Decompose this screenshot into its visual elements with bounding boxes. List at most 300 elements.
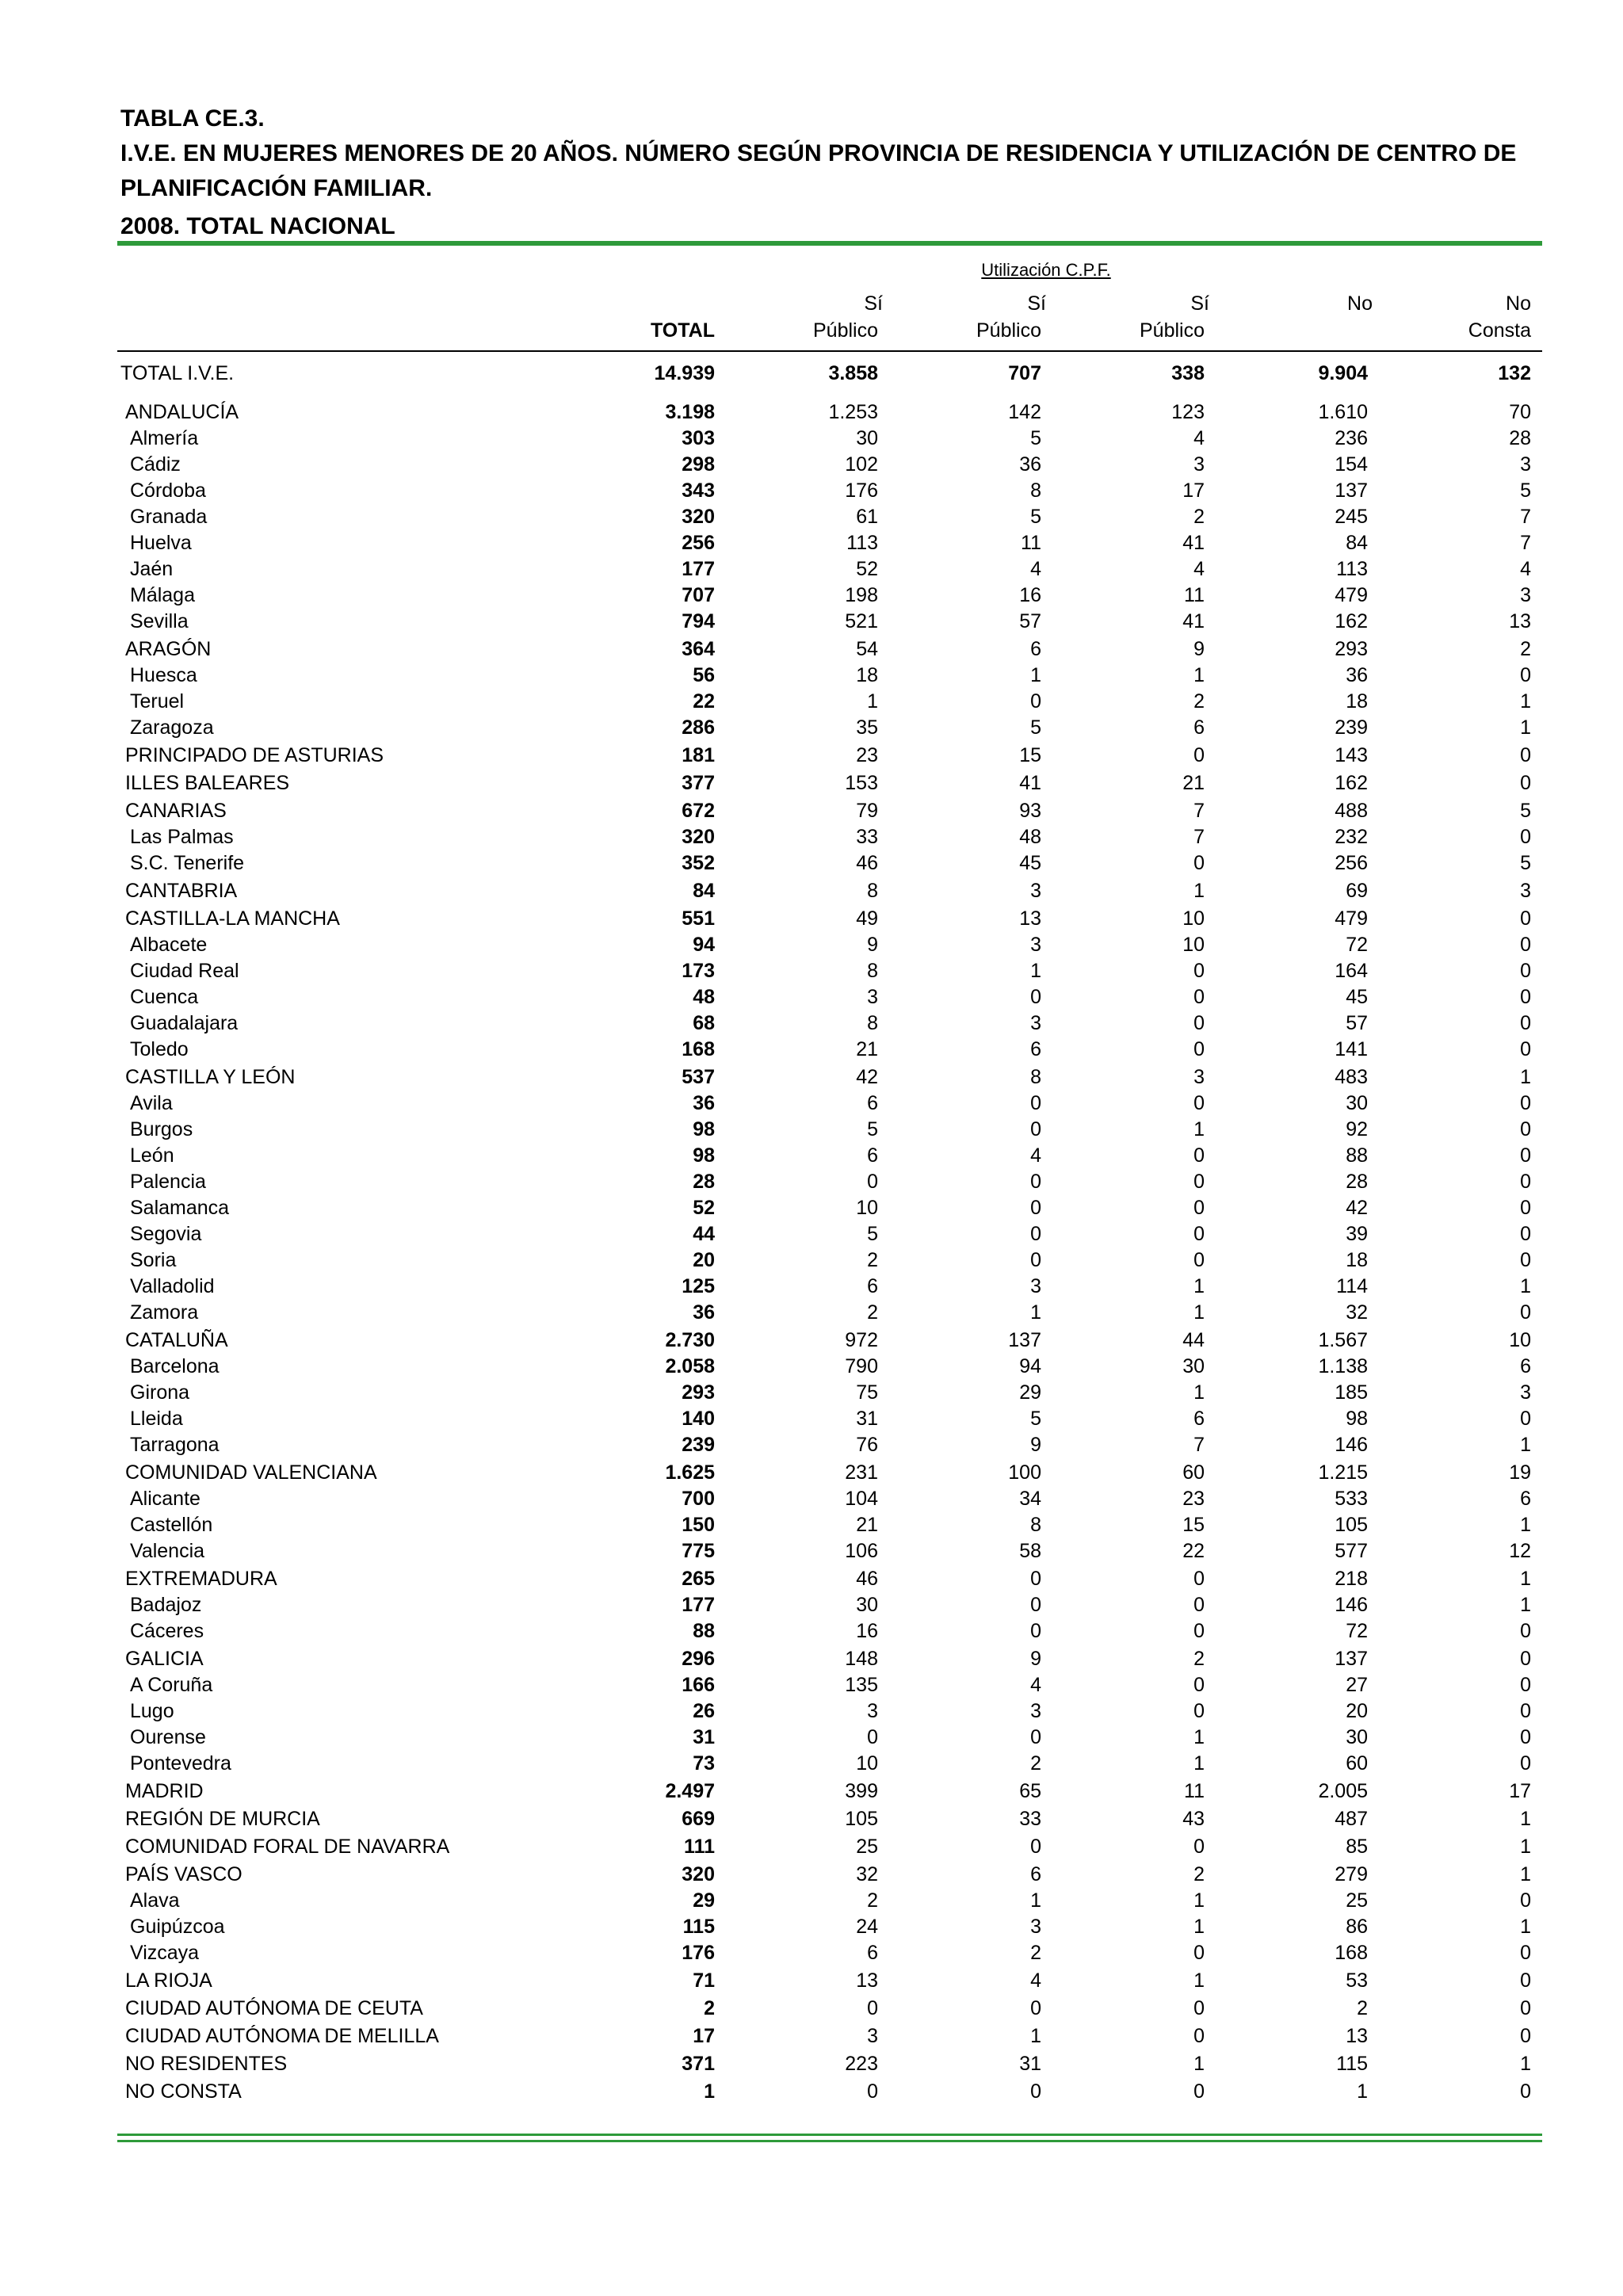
cell-col1: 377 — [682, 772, 715, 794]
province-row — [0, 1698, 1623, 1725]
cell-col1: 29 — [693, 1889, 715, 1912]
cell-col4: 0 — [1193, 744, 1205, 766]
cell-col6: 1 — [1520, 1066, 1531, 1088]
region-row — [0, 399, 1623, 426]
cell-col1: 98 — [693, 1118, 715, 1140]
col6-header-bottom: Consta — [1468, 319, 1531, 342]
cell-col6: 0 — [1520, 960, 1531, 982]
cell-col6: 0 — [1520, 1648, 1531, 1670]
cell-col3: 3 — [1030, 1012, 1041, 1034]
cell-col2: 21 — [856, 1514, 878, 1536]
cell-col3: 0 — [1030, 1836, 1041, 1858]
row-label: Guipúzcoa — [130, 1916, 225, 1938]
cell-col4: 44 — [1182, 1329, 1205, 1351]
cell-col5: 162 — [1335, 772, 1368, 794]
region-row — [0, 1064, 1623, 1091]
cell-col5: 479 — [1335, 584, 1368, 606]
region-row — [0, 1806, 1623, 1832]
cell-col2: 6 — [867, 1144, 878, 1167]
cell-col4: 0 — [1193, 960, 1205, 982]
cell-col2: 104 — [845, 1488, 878, 1510]
province-row — [0, 1037, 1623, 1063]
cell-col5: 13 — [1346, 2025, 1368, 2047]
cell-col1: 88 — [693, 1620, 715, 1642]
cell-col2: 31 — [856, 1408, 878, 1430]
cell-col6: 0 — [1520, 1118, 1531, 1140]
cell-col2: 25 — [856, 1836, 878, 1858]
cell-col1: 140 — [682, 1408, 715, 1430]
cell-col2: 35 — [856, 716, 878, 739]
cell-col5: 487 — [1335, 1808, 1368, 1830]
row-label: CASTILLA-LA MANCHA — [125, 907, 340, 930]
province-row — [0, 689, 1623, 715]
province-row — [0, 1618, 1623, 1645]
cell-col5: 146 — [1335, 1434, 1368, 1456]
cell-col2: 972 — [845, 1329, 878, 1351]
cell-col4: 1 — [1193, 880, 1205, 902]
row-label: CASTILLA Y LEÓN — [125, 1066, 296, 1088]
row-label: PRINCIPADO DE ASTURIAS — [125, 744, 384, 766]
row-label: Valladolid — [130, 1275, 215, 1297]
cell-col6: 132 — [1498, 362, 1531, 384]
table-title: I.V.E. EN MUJERES MENORES DE 20 AÑOS. NÚMERO SEGÚN PROVINCIA DE RESIDENCIA Y UTILIZACIÓN DE CENTRO DE PLANIFICACIÓN FAMILIAR. — [120, 140, 1517, 201]
cell-col4: 123 — [1171, 401, 1205, 423]
row-label: Ourense — [130, 1726, 206, 1748]
province-row — [0, 1940, 1623, 1966]
cell-col1: 48 — [693, 986, 715, 1008]
cell-col3: 0 — [1030, 2080, 1041, 2103]
row-label: Tarragona — [130, 1434, 220, 1456]
province-row — [0, 1091, 1623, 1117]
cell-col3: 15 — [1019, 744, 1041, 766]
cell-col1: 775 — [682, 1540, 715, 1562]
cell-col1: 115 — [682, 1916, 715, 1938]
cell-col5: 18 — [1346, 690, 1368, 712]
row-label: A Coruña — [130, 1674, 213, 1696]
cell-col1: 166 — [682, 1674, 715, 1696]
cell-col6: 6 — [1520, 1488, 1531, 1510]
cell-col3: 8 — [1030, 1514, 1041, 1536]
cell-col5: 36 — [1346, 664, 1368, 686]
header-rule — [117, 350, 1542, 352]
cell-col6: 0 — [1520, 744, 1531, 766]
region-row — [0, 1778, 1623, 1805]
cell-col5: 533 — [1335, 1488, 1368, 1510]
cell-col1: 537 — [682, 1066, 715, 1088]
cell-col3: 65 — [1019, 1780, 1041, 1802]
cell-col5: 1.567 — [1318, 1329, 1368, 1351]
cell-col3: 0 — [1030, 1594, 1041, 1616]
cell-col2: 8 — [867, 960, 878, 982]
cell-col2: 0 — [867, 1997, 878, 2019]
cell-col3: 8 — [1030, 1066, 1041, 1088]
cell-col3: 1 — [1030, 664, 1041, 686]
cell-col3: 3 — [1030, 1700, 1041, 1722]
province-row — [0, 1538, 1623, 1564]
row-label: Salamanca — [130, 1197, 230, 1219]
province-row — [0, 504, 1623, 530]
cell-col1: 73 — [693, 1752, 715, 1775]
cell-col1: 36 — [693, 1092, 715, 1114]
province-row — [0, 426, 1623, 452]
province-row — [0, 1888, 1623, 1914]
row-label: Vizcaya — [130, 1942, 200, 1964]
cell-col5: 39 — [1346, 1223, 1368, 1245]
cell-col3: 0 — [1030, 1092, 1041, 1114]
cell-col6: 1 — [1520, 1863, 1531, 1885]
cell-col2: 521 — [845, 610, 878, 632]
row-label: Cuenca — [130, 986, 199, 1008]
row-label: Málaga — [130, 584, 195, 606]
cell-col2: 3 — [867, 986, 878, 1008]
region-row — [0, 770, 1623, 797]
total-row — [0, 361, 1623, 387]
cell-col1: 3.198 — [665, 401, 715, 423]
cell-col5: 236 — [1335, 427, 1368, 449]
cell-col3: 34 — [1019, 1488, 1041, 1510]
cell-col6: 0 — [1520, 1171, 1531, 1193]
cell-col2: 2 — [867, 1889, 878, 1912]
cell-col2: 24 — [856, 1916, 878, 1938]
col-total-header: TOTAL — [650, 319, 715, 342]
cell-col1: 20 — [693, 1249, 715, 1271]
cell-col5: 232 — [1335, 826, 1368, 848]
row-label: Zaragoza — [130, 716, 214, 739]
cell-col5: 293 — [1335, 638, 1368, 660]
cell-col1: 177 — [682, 558, 715, 580]
cell-col6: 13 — [1509, 610, 1531, 632]
cell-col1: 36 — [693, 1301, 715, 1324]
cell-col4: 1 — [1193, 1726, 1205, 1748]
row-label: Alicante — [130, 1488, 200, 1510]
province-row — [0, 663, 1623, 689]
row-label: Almería — [130, 427, 199, 449]
cell-col4: 1 — [1193, 1969, 1205, 1992]
bottom-green-rule-2 — [117, 2140, 1542, 2142]
cell-col3: 5 — [1030, 1408, 1041, 1430]
cell-col4: 1 — [1193, 1889, 1205, 1912]
row-label: TOTAL I.V.E. — [120, 362, 235, 384]
row-label: CANARIAS — [125, 800, 227, 822]
cell-col5: 218 — [1335, 1568, 1368, 1590]
cell-col2: 61 — [856, 506, 878, 528]
top-green-rule — [117, 241, 1542, 246]
cell-col2: 102 — [845, 453, 878, 476]
row-label: Girona — [130, 1381, 190, 1404]
cell-col5: 1 — [1357, 2080, 1368, 2103]
region-row — [0, 1646, 1623, 1672]
cell-col3: 6 — [1030, 1038, 1041, 1060]
cell-col2: 52 — [856, 558, 878, 580]
cell-col4: 4 — [1193, 427, 1205, 449]
cell-col1: 296 — [682, 1648, 715, 1670]
cell-col6: 0 — [1520, 934, 1531, 956]
cell-col1: 181 — [682, 744, 715, 766]
row-label: Lleida — [130, 1408, 183, 1430]
province-row — [0, 583, 1623, 609]
cell-col6: 0 — [1520, 986, 1531, 1008]
province-row — [0, 1354, 1623, 1380]
cell-col1: 352 — [682, 852, 715, 874]
cell-col4: 60 — [1182, 1461, 1205, 1484]
row-label: CANTABRIA — [125, 880, 238, 902]
row-label: Jaén — [130, 558, 174, 580]
province-row — [0, 1751, 1623, 1777]
row-label: Huelva — [130, 532, 192, 554]
cell-col1: 176 — [682, 1942, 715, 1964]
cell-col2: 30 — [856, 1594, 878, 1616]
province-row — [0, 1406, 1623, 1432]
cell-col2: 6 — [867, 1092, 878, 1114]
cell-col2: 10 — [856, 1197, 878, 1219]
cell-col1: 94 — [693, 934, 715, 956]
cell-col5: 577 — [1335, 1540, 1368, 1562]
region-row — [0, 1328, 1623, 1354]
region-row — [0, 2079, 1623, 2105]
cell-col1: 700 — [682, 1488, 715, 1510]
cell-col6: 7 — [1520, 532, 1531, 554]
cell-col1: 1 — [704, 2080, 715, 2103]
cell-col3: 33 — [1019, 1808, 1041, 1830]
cell-col2: 8 — [867, 1012, 878, 1034]
cell-col1: 669 — [682, 1808, 715, 1830]
col3-header-top: Sí — [1027, 292, 1046, 315]
cell-col5: 256 — [1335, 852, 1368, 874]
row-label: LA RIOJA — [125, 1969, 212, 1992]
cell-col6: 0 — [1520, 1674, 1531, 1696]
cell-col5: 137 — [1335, 1648, 1368, 1670]
cell-col4: 0 — [1193, 1700, 1205, 1722]
cell-col4: 22 — [1182, 1540, 1205, 1562]
cell-col4: 7 — [1193, 1434, 1205, 1456]
cell-col3: 6 — [1030, 638, 1041, 660]
row-label: Toledo — [130, 1038, 189, 1060]
row-label: Huesca — [130, 664, 197, 686]
cell-col4: 0 — [1193, 1038, 1205, 1060]
col3-header-bottom: Público — [976, 319, 1041, 342]
cell-col6: 0 — [1520, 1012, 1531, 1034]
cell-col1: 286 — [682, 716, 715, 739]
cell-col6: 1 — [1520, 716, 1531, 739]
cell-col4: 7 — [1193, 826, 1205, 848]
cell-col4: 9 — [1193, 638, 1205, 660]
cell-col1: 28 — [693, 1171, 715, 1193]
row-label: Granada — [130, 506, 208, 528]
cell-col6: 0 — [1520, 826, 1531, 848]
row-label: Segovia — [130, 1223, 202, 1245]
cell-col2: 135 — [845, 1674, 878, 1696]
cell-col4: 1 — [1193, 1752, 1205, 1775]
cell-col4: 23 — [1182, 1488, 1205, 1510]
cell-col6: 0 — [1520, 772, 1531, 794]
cell-col5: 86 — [1346, 1916, 1368, 1938]
region-row — [0, 1862, 1623, 1888]
cell-col2: 105 — [845, 1808, 878, 1830]
cell-col1: 31 — [693, 1726, 715, 1748]
cell-col3: 94 — [1019, 1355, 1041, 1377]
cell-col6: 70 — [1509, 401, 1531, 423]
cell-col4: 1 — [1193, 2053, 1205, 2075]
cell-col3: 0 — [1030, 1620, 1041, 1642]
row-label: Soria — [130, 1249, 177, 1271]
cell-col1: 26 — [693, 1700, 715, 1722]
cell-col3: 1 — [1030, 1889, 1041, 1912]
province-row — [0, 1592, 1623, 1618]
cell-col4: 0 — [1193, 1674, 1205, 1696]
cell-col2: 1 — [867, 690, 878, 712]
cell-col4: 1 — [1193, 1301, 1205, 1324]
cell-col3: 31 — [1019, 2053, 1041, 2075]
row-label: Badajoz — [130, 1594, 202, 1616]
province-row — [0, 984, 1623, 1010]
cell-col6: 0 — [1520, 1144, 1531, 1167]
cell-col6: 2 — [1520, 638, 1531, 660]
row-label: GALICIA — [125, 1648, 204, 1670]
cell-col3: 0 — [1030, 1249, 1041, 1271]
cell-col1: 17 — [693, 2025, 715, 2047]
cell-col6: 0 — [1520, 1301, 1531, 1324]
cell-col6: 1 — [1520, 1434, 1531, 1456]
cell-col3: 4 — [1030, 1674, 1041, 1696]
region-row — [0, 906, 1623, 932]
cell-col4: 1 — [1193, 1275, 1205, 1297]
cell-col5: 115 — [1336, 2053, 1368, 2075]
row-label: COMUNIDAD FORAL DE NAVARRA — [125, 1836, 450, 1858]
region-row — [0, 2051, 1623, 2077]
cell-col6: 0 — [1520, 1092, 1531, 1114]
cell-col6: 1 — [1520, 1568, 1531, 1590]
cell-col6: 0 — [1520, 1620, 1531, 1642]
cell-col6: 1 — [1520, 1594, 1531, 1616]
province-row — [0, 1274, 1623, 1300]
cell-col3: 4 — [1030, 1144, 1041, 1167]
cell-col3: 5 — [1030, 427, 1041, 449]
cell-col6: 0 — [1520, 1038, 1531, 1060]
cell-col4: 7 — [1193, 800, 1205, 822]
cell-col4: 30 — [1182, 1355, 1205, 1377]
cell-col4: 0 — [1193, 852, 1205, 874]
cell-col4: 43 — [1182, 1808, 1205, 1830]
cell-col5: 92 — [1346, 1118, 1368, 1140]
cell-col1: 56 — [693, 664, 715, 686]
cell-col5: 141 — [1335, 1038, 1368, 1060]
cell-col6: 0 — [1520, 1700, 1531, 1722]
cell-col6: 1 — [1520, 1836, 1531, 1858]
province-row — [0, 1143, 1623, 1169]
cell-col4: 6 — [1193, 716, 1205, 739]
cell-col6: 0 — [1520, 1942, 1531, 1964]
cell-col4: 0 — [1193, 1942, 1205, 1964]
cell-col3: 2 — [1030, 1752, 1041, 1775]
cell-col6: 0 — [1520, 1223, 1531, 1245]
cell-col2: 176 — [845, 479, 878, 502]
cell-col6: 10 — [1509, 1329, 1531, 1351]
cell-col1: 371 — [682, 2053, 715, 2075]
row-label: NO CONSTA — [125, 2080, 242, 2103]
cell-col3: 142 — [1008, 401, 1041, 423]
cell-col1: 173 — [682, 960, 715, 982]
cell-col3: 11 — [1021, 532, 1041, 554]
cell-col5: 2.005 — [1318, 1780, 1368, 1802]
row-label: Teruel — [130, 690, 185, 712]
cell-col2: 18 — [856, 664, 878, 686]
cell-col4: 41 — [1182, 610, 1205, 632]
region-row — [0, 1968, 1623, 1994]
cell-col5: 168 — [1335, 1942, 1368, 1964]
cell-col4: 0 — [1193, 1171, 1205, 1193]
cell-col6: 1 — [1520, 1916, 1531, 1938]
cell-col2: 79 — [856, 800, 878, 822]
cell-col6: 0 — [1520, 1249, 1531, 1271]
cell-col4: 3 — [1193, 1066, 1205, 1088]
row-label: Córdoba — [130, 479, 206, 502]
cell-col1: 168 — [682, 1038, 715, 1060]
col6-header-top: No — [1506, 292, 1531, 315]
cell-col6: 3 — [1520, 1381, 1531, 1404]
cell-col5: 57 — [1346, 1012, 1368, 1034]
province-row — [0, 530, 1623, 556]
cell-col4: 2 — [1193, 1863, 1205, 1885]
province-row — [0, 1512, 1623, 1538]
row-label: Albacete — [130, 934, 208, 956]
cell-col5: 114 — [1336, 1275, 1368, 1297]
cell-col1: 298 — [682, 453, 715, 476]
cell-col4: 0 — [1193, 986, 1205, 1008]
cell-col2: 5 — [867, 1118, 878, 1140]
province-row — [0, 715, 1623, 741]
province-row — [0, 1725, 1623, 1751]
cell-col5: 2 — [1357, 1997, 1368, 2019]
row-label: Alava — [130, 1889, 180, 1912]
row-label: ILLES BALEARES — [125, 772, 290, 794]
cell-col6: 0 — [1520, 2080, 1531, 2103]
cell-col2: 198 — [845, 584, 878, 606]
cell-col2: 46 — [856, 852, 878, 874]
cell-col3: 29 — [1019, 1381, 1041, 1404]
cell-col6: 1 — [1520, 1808, 1531, 1830]
cell-col2: 21 — [856, 1038, 878, 1060]
cell-col6: 5 — [1520, 479, 1531, 502]
province-row — [0, 958, 1623, 984]
row-label: Avila — [130, 1092, 173, 1114]
cell-col3: 1 — [1030, 2025, 1041, 2047]
cell-col3: 13 — [1019, 907, 1041, 930]
cell-col5: 1.215 — [1318, 1461, 1368, 1484]
cell-col6: 12 — [1509, 1540, 1531, 1562]
province-row — [0, 1486, 1623, 1512]
cell-col2: 399 — [845, 1780, 878, 1802]
cell-col3: 8 — [1030, 479, 1041, 502]
cell-col2: 3.858 — [828, 362, 878, 384]
cell-col1: 303 — [682, 427, 715, 449]
cell-col3: 45 — [1019, 852, 1041, 874]
row-label: Cádiz — [130, 453, 181, 476]
cell-col3: 58 — [1019, 1540, 1041, 1562]
cell-col3: 9 — [1030, 1434, 1041, 1456]
region-row — [0, 1996, 1623, 2022]
cell-col4: 2 — [1193, 690, 1205, 712]
cell-col3: 1 — [1030, 960, 1041, 982]
cell-col3: 2 — [1030, 1942, 1041, 1964]
cell-col3: 3 — [1030, 880, 1041, 902]
cell-col2: 223 — [845, 2053, 878, 2075]
cell-col1: 2.730 — [665, 1329, 715, 1351]
cell-col2: 106 — [845, 1540, 878, 1562]
cell-col4: 41 — [1182, 532, 1205, 554]
cell-col2: 9 — [867, 934, 878, 956]
cell-col4: 0 — [1193, 1620, 1205, 1642]
cell-col4: 0 — [1193, 1997, 1205, 2019]
